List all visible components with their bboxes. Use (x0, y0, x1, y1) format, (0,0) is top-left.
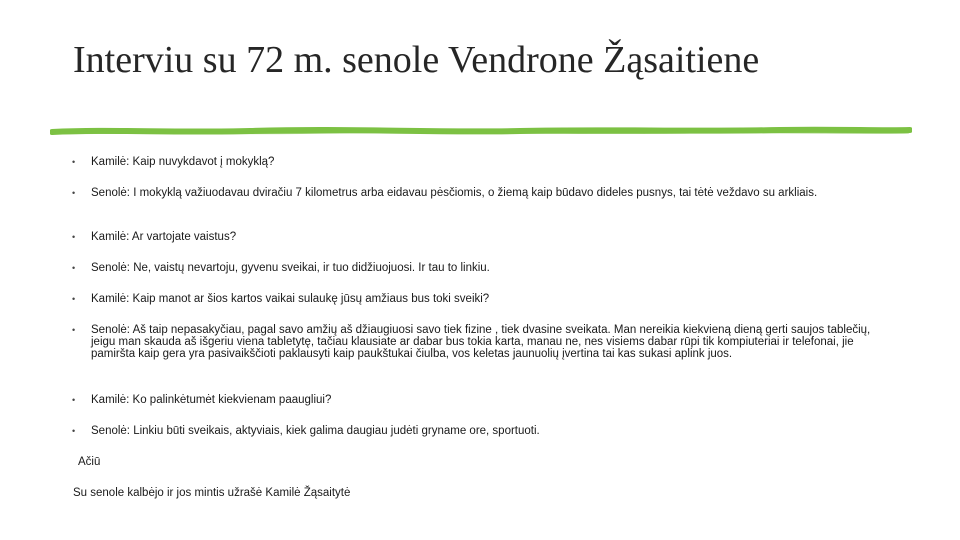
list-item-text: Senolė: I mokyklą važiuodavau dviračiu 7 kilometrus arba eidavau pėsčiomis, o žiemą kaip būdavo dideles pusnys, tai tėtė veždavo su arkliais. (91, 187, 818, 199)
list-item-text: Kamilė: Kaip manot ar šios kartos vaikai sulaukę jūsų amžiaus bus toki sveiki? (91, 293, 490, 305)
title-underline (50, 124, 912, 138)
bullet-dot: • (72, 325, 76, 335)
bullet-dot: • (72, 263, 76, 273)
bullet-dot: • (72, 232, 76, 242)
bullet-dot: • (72, 157, 76, 167)
slide-title: Interviu su 72 m. senole Vendrone Žąsaitiene (73, 39, 760, 81)
list-item (72, 324, 882, 360)
list-item-text: Kamilė: Ar vartojate vaistus? (91, 231, 237, 243)
list-item (72, 394, 882, 406)
list-item (72, 231, 882, 243)
bullet-dot: • (72, 426, 76, 436)
list-item (72, 262, 882, 274)
thanks-text: Ačiū (78, 456, 101, 468)
list-item (72, 425, 882, 437)
list-item (72, 156, 882, 168)
bullet-dot: • (72, 294, 76, 304)
list-item (72, 293, 882, 305)
underline-stroke-2 (54, 131, 908, 133)
footer-credit: Su senole kalbėjo ir jos mintis užrašė Kamilė Žąsaitytė (73, 487, 351, 499)
list-item-text: Senolė: Ne, vaistų nevartoju, gyvenu sveikai, ir tuo didžiuojuosi. Ir tau to linkiu. (91, 262, 490, 274)
list-item-text: Kamilė: Kaip nuvykdavot į mokyklą? (91, 156, 275, 168)
bullet-dot: • (72, 395, 76, 405)
list-item-text: Senolė: Aš taip nepasakyčiau, pagal savo amžių aš džiaugiuosi savo tiek fizine , tiek dvasine sveikata. Man nereikia kiekvieną dieną gerti saujos tablečių, jeigu man skauda aš išgeriu viena tabletytę, tačiau klausiate ar dabar bus tokia karta, manau ne, nes visiems dabar rūpi tik kompiuteriai ir telefonai, jie pamiršta kaip gera yra pasivaikščioti paklausyti kaip paukštukai čiulba, vos keletas jaunuolių įvertina tai kas sukasi aplink juos. (91, 324, 871, 360)
list-item (72, 187, 882, 199)
list-item-text: Kamilė: Ko palinkėtumėt kiekvienam paaugliui? (91, 394, 332, 406)
bullet-dot: • (72, 188, 76, 198)
list-item-text: Senolė: Linkiu būti sveikais, aktyviais, kiek galima daugiau judėti gryname ore, sportuoti. (91, 425, 540, 437)
